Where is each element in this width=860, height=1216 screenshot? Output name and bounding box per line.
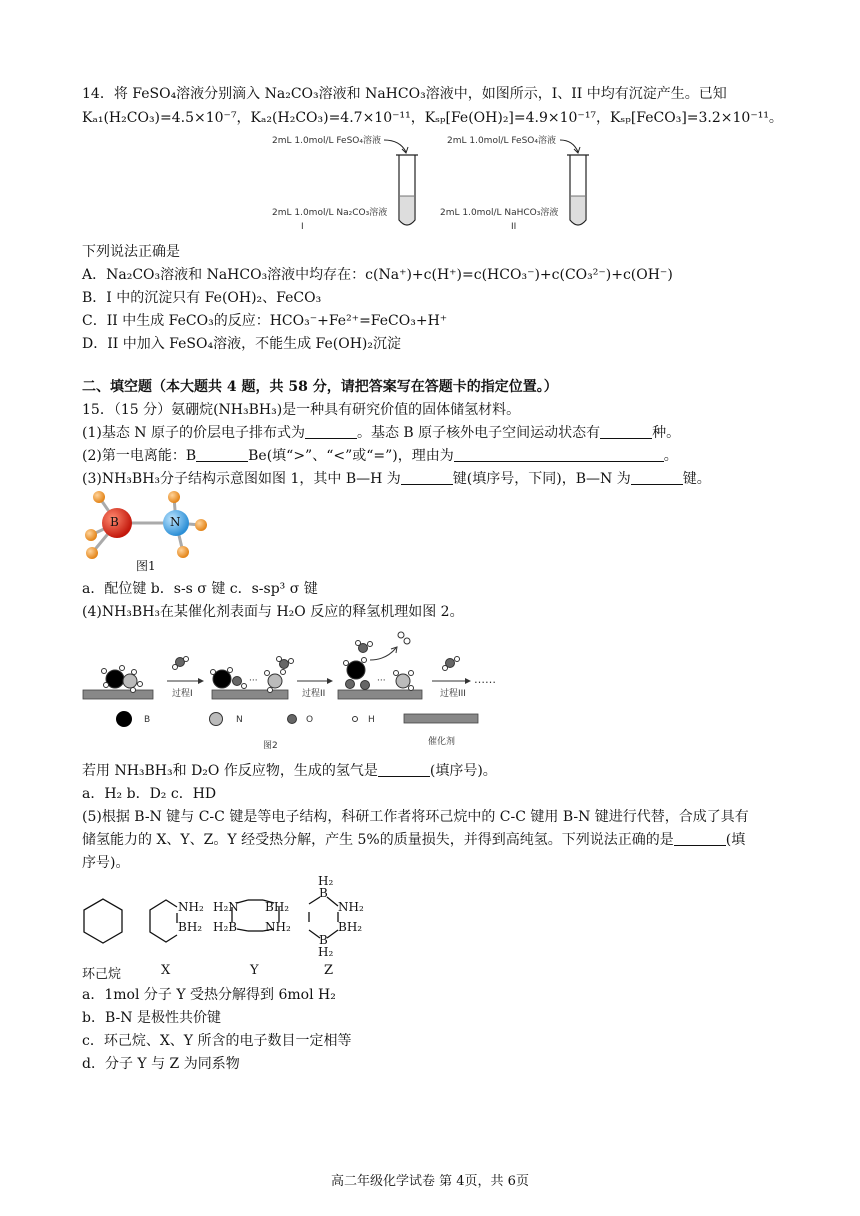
q15-part4-options: a．H₂ b．D₂ c．HD — [82, 786, 217, 802]
label-cyclohexane: 环己烷 — [82, 967, 122, 982]
q15-p5-option-d: d．分子 Y 与 Z 为同系物 — [82, 1056, 240, 1072]
q15-p2-text-a: (2)第一电离能：B — [82, 448, 197, 464]
z-bh2: BH₂ — [338, 920, 363, 934]
atom-n-label: N — [170, 515, 181, 529]
x-nh2: NH₂ — [178, 900, 204, 914]
y-bh2: BH₂ — [265, 900, 290, 914]
q15-p5-option-a: a．1mol 分子 Y 受热分解得到 6mol H₂ — [82, 987, 336, 1003]
q15-part3-options: a．配位键 b．s-s σ 键 c．s-sp³ σ 键 — [82, 581, 318, 597]
legend-catalyst: 催化剂 — [428, 737, 456, 747]
legend-n: N — [236, 715, 243, 725]
q15-p5-option-c: c．环己烷、X、Y 所含的电子数目一定相等 — [82, 1033, 352, 1049]
y-h2n: H₂N — [213, 900, 239, 914]
q15-p5-text-b: (填 — [725, 832, 746, 848]
q15-part5-line3: 序号)。 — [82, 855, 130, 871]
legend-b: B — [144, 715, 151, 725]
z-bottom-h2: H₂ — [318, 945, 334, 959]
y-h2b: H₂B — [213, 920, 238, 934]
q15-p1-text-c: 种。 — [652, 425, 681, 441]
q15-p5-text-a: 储氢能力的 X、Y、Z。Y 经受热分解，产生 5%的质量损失，并得到高纯氢。下列说法正确的是 — [82, 832, 674, 848]
tube2-label: II — [511, 222, 517, 232]
q15-p3-text-c: 键。 — [682, 471, 711, 487]
page-footer: 高二年级化学试卷 第 4页，共 6页 — [331, 1174, 529, 1189]
q15-p3-text-b: 键(填序号，下同)，B—N 为 — [452, 471, 631, 487]
x-bh2: BH₂ — [178, 920, 203, 934]
q14-option-b: B．I 中的沉淀只有 Fe(OH)₂、FeCO₃ — [82, 290, 322, 306]
z-top-h2: H₂ — [318, 874, 334, 888]
figure2-caption: 图2 — [263, 741, 278, 751]
q14-stem: 下列说法正确是 — [82, 244, 180, 260]
q15-p5-option-b: b．B-N 是极性共价键 — [82, 1010, 221, 1026]
ring-x — [150, 900, 177, 942]
fig2-step3-label: 过程III — [440, 689, 466, 699]
q15-p3-text-a: (3)NH₃BH₃分子结构示意图如图 1，其中 B—H 为 — [82, 471, 401, 487]
tube1-label: I — [301, 222, 304, 232]
z-top-b: B — [319, 886, 328, 900]
q15-p4b-text-b: (填序号)。 — [429, 763, 497, 779]
figure1-caption: 图1 — [136, 559, 156, 573]
atom-b-label: B — [110, 515, 119, 529]
svg-text:···: ··· — [377, 676, 386, 686]
q15-p2-text-b: Be(填“>”、“<”或“=”)，理由为 — [248, 448, 454, 464]
fig2-step1-label: 过程I — [172, 689, 193, 699]
legend-h: H — [368, 715, 375, 725]
legend-o: O — [306, 715, 314, 725]
q15-part4: (4)NH₃BH₃在某催化剂表面与 H₂O 反应的释氢机理如图 2。 — [82, 604, 464, 620]
fig2-step2-label: 过程II — [302, 689, 326, 699]
tube1-top-label: 2mL 1.0mol/L FeSO₄溶液 — [272, 136, 381, 146]
q15-part5-line1: (5)根据 B-N 键与 C-C 键是等电子结构，科研工作者将环己烷中的 C-C 键用 B-N 键进行代替，合成了具有 — [82, 809, 749, 825]
section2-heading: 二、填空题（本大题共 4 题，共 58 分，请把答案写在答题卡的指定位置。） — [82, 379, 558, 395]
q14-option-c: C．II 中生成 FeCO₃的反应：HCO₃⁻+Fe²⁺=FeCO₃+H⁺ — [82, 313, 448, 329]
q15-p1-text-a: (1)基态 N 原子的价层电子排布式为 — [82, 425, 305, 441]
tube2-bottom-label: 2mL 1.0mol/L NaHCO₃溶液 — [440, 208, 559, 218]
q15-p1-text-b: 。基态 B 原子核外电子空间运动状态有 — [356, 425, 601, 441]
q15-intro: 15．（15 分）氨硼烷(NH₃BH₃)是一种具有研究价值的固体储氢材料。 — [82, 402, 521, 418]
label-y: Y — [250, 963, 259, 978]
z-nh2: NH₂ — [338, 900, 364, 914]
fig2-dots: …… — [474, 673, 496, 686]
q15-p4b-text-a: 若用 NH₃BH₃和 D₂O 作反应物，生成的氢气是 — [82, 763, 378, 779]
q14-intro: 14．将 FeSO₄溶液分别滴入 Na₂CO₃溶液和 NaHCO₃溶液中，如图所示，I、II 中均有沉淀产生。已知 — [82, 86, 727, 102]
q14-option-d: D．II 中加入 FeSO₄溶液，不能生成 Fe(OH)₂沉淀 — [82, 336, 402, 352]
y-nh2: NH₂ — [265, 920, 291, 934]
tube1-bottom-label: 2mL 1.0mol/L Na₂CO₃溶液 — [272, 208, 388, 218]
label-z: Z — [324, 963, 334, 978]
svg-text:···: ··· — [249, 676, 258, 686]
tube2-top-label: 2mL 1.0mol/L FeSO₄溶液 — [447, 136, 556, 146]
q14-constants: Kₐ₁(H₂CO₃)=4.5×10⁻⁷，Kₐ₂(H₂CO₃)=4.7×10⁻¹¹，Kₛₚ[Fe(OH)₂]=4.9×10⁻¹⁷，Kₛₚ[FeCO₃]=3.2×10⁻¹¹。 — [82, 110, 783, 126]
z-bottom-b: B — [319, 933, 328, 947]
cyclohexane-ring — [84, 899, 122, 943]
q15-p2-text-c: 。 — [663, 448, 678, 464]
label-x: X — [161, 963, 171, 978]
q14-option-a: A．Na₂CO₃溶液和 NaHCO₃溶液中均存在：c(Na⁺)+c(H⁺)=c(HCO₃⁻)+c(CO₃²⁻)+c(OH⁻) — [82, 267, 673, 283]
